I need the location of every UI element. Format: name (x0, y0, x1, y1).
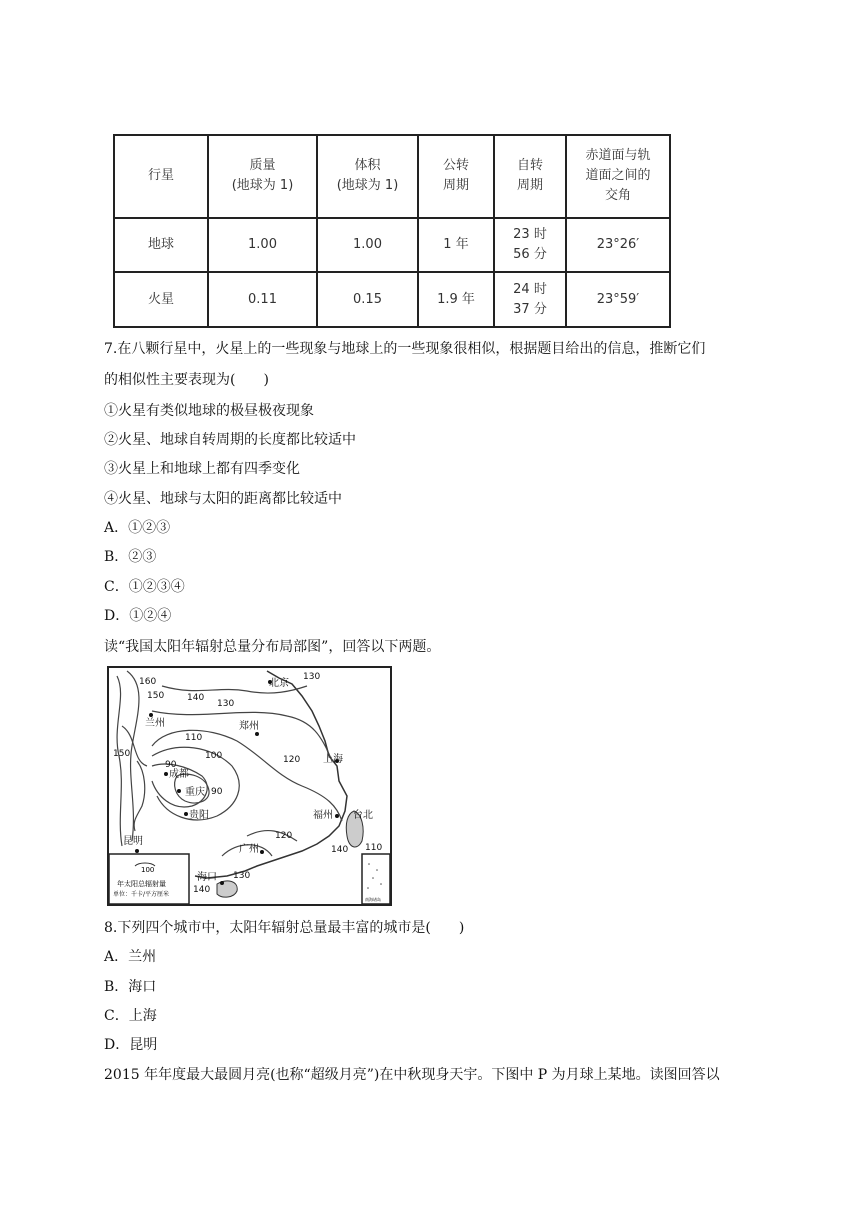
isoline-value: 120 (275, 831, 293, 841)
next-question-intro: 2015 年年度最大最圆月亮(也称“超级月亮”)在中秋现身天宇。下图中 P 为月球上某地。读图回答以 (104, 1067, 720, 1083)
city-label-beijing: 北京 (269, 678, 289, 689)
city-label-chengdu: 成都 (169, 769, 189, 780)
cell-revolution: 1.9 年 (418, 272, 494, 327)
inset-label: 南海诸岛 (365, 897, 381, 902)
legend-unit: 单位：千卡/平方厘米 (113, 891, 170, 898)
isoline-value: 150 (113, 749, 131, 759)
q7-stem-line1: 7.在八颗行星中，火星上的一些现象与地球上的一些现象很相似，根据题目给出的信息，推断它们 (104, 341, 706, 357)
city-label-chongqing: 重庆 (185, 787, 205, 798)
city-label-lanzhou: 兰州 (145, 718, 165, 729)
isoline-value: 120 (283, 755, 301, 765)
isoline-value: 90 (165, 760, 177, 770)
cell-angle: 23°59′ (566, 272, 670, 327)
header-mass: 质量 (地球为 1) (208, 135, 317, 218)
isoline-value: 140 (193, 885, 211, 895)
header-axial-tilt: 赤道面与轨 道面之间的 交角 (566, 135, 670, 218)
isoline-value: 130 (303, 672, 321, 682)
city-dot-guiyang (184, 812, 188, 816)
city-label-haikou: 海口 (197, 872, 217, 883)
cell-volume: 0.15 (317, 272, 418, 327)
q7-option-c[interactable]: C．①②③④ (104, 579, 185, 595)
legend-title: 年太阳总辐射量 (117, 880, 166, 888)
q8-option-a[interactable]: A．兰州 (104, 949, 157, 965)
city-dot-guangzhou (260, 850, 264, 854)
map-legend (109, 854, 189, 904)
q7-option-b[interactable]: B．②③ (104, 549, 157, 565)
city-label-guangzhou: 广州 (239, 844, 259, 855)
q7-option-d[interactable]: D．①②④ (104, 608, 172, 624)
city-label-guiyang: 贵阳 (189, 810, 209, 821)
isoline-value: 110 (365, 843, 383, 853)
table-row (114, 218, 670, 273)
planet-table-wrap (113, 134, 671, 328)
q7-statement-2: ②火星、地球自转周期的长度都比较适中 (104, 432, 356, 448)
q7-statement-3: ③火星上和地球上都有四季变化 (104, 461, 300, 477)
legend-value: 100 (141, 866, 155, 874)
cell-rotation: 24 时 37 分 (494, 272, 566, 327)
city-dot-chengdu (164, 772, 168, 776)
city-label-shanghai: 上海 (323, 754, 343, 765)
isoline-value: 100 (205, 751, 223, 761)
map-intro: 读“我国太阳年辐射总量分布局部图”，回答以下两题。 (104, 639, 441, 655)
solar-radiation-map (107, 666, 392, 906)
city-dot-fuzhou (335, 814, 339, 818)
city-dot-chongqing (177, 789, 181, 793)
isoline-value: 90 (211, 787, 223, 797)
planet-comparison-table (113, 134, 671, 328)
city-label-taibei: 台北 (353, 810, 373, 821)
cell-planet: 地球 (114, 218, 208, 273)
cell-angle: 23°26′ (566, 218, 670, 273)
q8-option-c[interactable]: C．上海 (104, 1008, 157, 1024)
q8-option-d[interactable]: D．昆明 (104, 1037, 158, 1053)
isoline-value: 140 (187, 693, 205, 703)
header-volume: 体积 (地球为 1) (317, 135, 418, 218)
city-dot-lanzhou (149, 713, 153, 717)
q7-option-a[interactable]: A．①②③ (104, 520, 171, 536)
cell-rotation: 23 时 56 分 (494, 218, 566, 273)
isoline-value: 140 (331, 845, 349, 855)
header-planet: 行星 (114, 135, 208, 218)
isoline-value: 110 (185, 733, 203, 743)
city-label-kunming: 昆明 (123, 836, 143, 847)
q7-statement-1: ①火星有类似地球的极昼极夜现象 (104, 403, 314, 419)
isoline-value: 130 (233, 871, 251, 881)
city-label-fuzhou: 福州 (313, 810, 333, 821)
q8-option-b[interactable]: B．海口 (104, 979, 157, 995)
header-rotation: 自转 周期 (494, 135, 566, 218)
city-label-zhengzhou: 郑州 (239, 721, 259, 732)
q7-statement-4: ④火星、地球与太阳的距离都比较适中 (104, 491, 342, 507)
header-revolution: 公转 周期 (418, 135, 494, 218)
table-header-row (114, 135, 670, 218)
city-dot-haikou (220, 881, 224, 885)
isoline-value: 160 (139, 677, 157, 687)
city-dot-kunming (135, 849, 139, 853)
cell-mass: 0.11 (208, 272, 317, 327)
isoline-value: 130 (217, 699, 235, 709)
city-dot-zhengzhou (255, 732, 259, 736)
cell-revolution: 1 年 (418, 218, 494, 273)
table-row (114, 272, 670, 327)
cell-planet: 火星 (114, 272, 208, 327)
south-china-sea-inset (362, 854, 390, 904)
cell-volume: 1.00 (317, 218, 418, 273)
cell-mass: 1.00 (208, 218, 317, 273)
q7-stem-line2: 的相似性主要表现为( ) (104, 372, 269, 388)
q8-stem: 8.下列四个城市中，太阳年辐射总量最丰富的城市是( ) (104, 920, 465, 936)
isoline-value: 150 (147, 691, 165, 701)
